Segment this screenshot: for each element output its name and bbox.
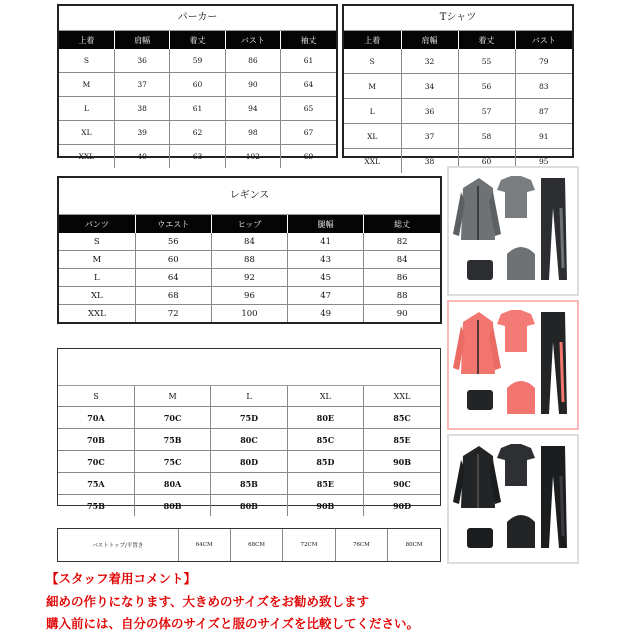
tshirt-header-cell: 着丈 <box>458 31 515 49</box>
tshirt-cell: 56 <box>458 74 515 99</box>
underbust-cell: 76CM <box>335 529 387 561</box>
product-photo-gray <box>447 166 579 296</box>
leggings-size-table <box>57 176 442 324</box>
bra-cell: 75D <box>211 407 287 429</box>
tshirt-row <box>344 99 572 124</box>
tshirt-cell: 32 <box>401 49 458 74</box>
tshirt-cell: 57 <box>458 99 515 124</box>
bra-cell: 75C <box>134 451 210 473</box>
shorts-gray <box>467 260 493 280</box>
bra-cell: 90D <box>392 500 412 511</box>
parker-cell: 90 <box>225 73 280 97</box>
tshirt-cell: 79 <box>515 49 572 74</box>
bra-cell: 85D <box>287 451 363 473</box>
leggings-gray <box>541 178 567 280</box>
bra-header-cell: XXL <box>364 386 440 407</box>
comment-line-1: 細めの作りになります、大きめのサイズをお勧め致します <box>46 594 370 609</box>
tshirt-cell: L <box>344 99 401 124</box>
tshirt-cell: XXL <box>344 149 401 174</box>
parker-cell: L <box>59 97 114 121</box>
leggings-header-cell: ウエスト <box>135 215 211 233</box>
parker-cell: 62 <box>170 121 225 145</box>
parker-row <box>59 145 336 169</box>
leggings-coral <box>541 312 567 414</box>
leggings-table <box>59 215 440 322</box>
parker-cell: 86 <box>225 49 280 73</box>
underbust-cell: 80CM <box>405 542 423 548</box>
tshirt-cell: 91 <box>515 124 572 149</box>
leggings-cell: 82 <box>364 233 440 251</box>
bra-cell: 70B <box>58 429 134 451</box>
leggings-cell: 41 <box>288 233 364 251</box>
leggings-cell: 64 <box>135 269 211 287</box>
tshirt-row <box>344 124 572 149</box>
tshirt-table <box>344 31 572 173</box>
tshirt-title: Tシャツ <box>344 6 572 31</box>
bra-black <box>507 515 535 548</box>
leggings-row <box>59 251 440 269</box>
tshirt-header-cell: バスト <box>515 31 572 49</box>
tshirt-cell: M <box>344 74 401 99</box>
bra-cell: 80C <box>211 429 287 451</box>
leggings-cell: XL <box>59 287 135 305</box>
parker-cell: 38 <box>114 97 169 121</box>
parker-cell: XXL <box>59 145 114 169</box>
leggings-cell: XXL <box>59 305 135 323</box>
tshirt-cell: 83 <box>515 74 572 99</box>
parker-cell: M <box>59 73 114 97</box>
parker-cell: 98 <box>225 121 280 145</box>
hoodie-black <box>453 446 501 508</box>
bra-header-cell: XL <box>287 386 363 407</box>
bra-cell: 85B <box>211 473 287 495</box>
parker-header-cell: 袖丈 <box>281 31 336 49</box>
bra-title-blank <box>58 349 440 386</box>
tshirt-black <box>497 444 535 486</box>
leggings-row <box>59 287 440 305</box>
leggings-cell: 68 <box>135 287 211 305</box>
parker-cell: S <box>59 49 114 73</box>
tshirt-cell: 60 <box>458 149 515 174</box>
bra-cell: 85E <box>287 473 363 495</box>
tshirt-coral <box>497 310 535 352</box>
product-photo-coral <box>447 300 579 430</box>
leggings-cell: 100 <box>211 305 287 323</box>
leggings-cell: 84 <box>364 251 440 269</box>
parker-row <box>59 49 336 73</box>
tshirt-cell: 34 <box>401 74 458 99</box>
leggings-cell: 84 <box>211 233 287 251</box>
bra-cell: 80E <box>287 407 363 429</box>
parker-cell: 61 <box>170 97 225 121</box>
leggings-cell: 49 <box>288 305 364 323</box>
leggings-header-cell: パンツ <box>59 215 135 233</box>
leggings-row <box>59 233 440 251</box>
parker-cell: 59 <box>170 49 225 73</box>
parker-cell: 102 <box>225 145 280 169</box>
comment-heading: 【スタッフ着用コメント】 <box>46 571 197 586</box>
bra-cell: 85E <box>364 429 440 451</box>
leggings-header-cell: ヒップ <box>211 215 287 233</box>
bra-cell: 75A <box>58 473 134 495</box>
leggings-cell: 96 <box>211 287 287 305</box>
bra-coral <box>507 381 535 414</box>
leggings-cell: 56 <box>135 233 211 251</box>
parker-cell: 60 <box>170 73 225 97</box>
parker-row <box>59 121 336 145</box>
bra-header-cell: S <box>58 386 134 407</box>
leggings-cell: M <box>59 251 135 269</box>
leggings-cell: 47 <box>288 287 364 305</box>
parker-row <box>59 73 336 97</box>
bra-cell: 90C <box>364 473 440 495</box>
tshirt-cell: 38 <box>401 149 458 174</box>
leggings-cell: S <box>59 233 135 251</box>
tshirt-cell: XL <box>344 124 401 149</box>
bra-row <box>58 473 440 495</box>
underbust-row <box>58 529 440 561</box>
bra-cell: 80D <box>211 451 287 473</box>
leggings-cell: 45 <box>288 269 364 287</box>
bra-cell: 80B <box>211 495 287 517</box>
bra-row <box>58 451 440 473</box>
leggings-cell: 43 <box>288 251 364 269</box>
tshirt-cell: 55 <box>458 49 515 74</box>
underbust-cell: 72CM <box>283 529 335 561</box>
bra-cell: 70C <box>58 451 134 473</box>
bra-size-table <box>57 348 441 511</box>
bra-header-cell: L <box>211 386 287 407</box>
gray-set-illustration <box>449 168 577 294</box>
bra-cell: 75B <box>58 495 134 517</box>
black-set-illustration <box>449 436 577 562</box>
tshirt-header-cell: 上着 <box>344 31 401 49</box>
parker-size-table <box>57 4 338 161</box>
leggings-header-cell: 腿幅 <box>288 215 364 233</box>
parker-header-cell: 上着 <box>59 31 114 49</box>
bra-row <box>58 407 440 429</box>
hoodie-gray <box>453 178 501 240</box>
bra-cell: 85C <box>364 407 440 429</box>
coral-set-illustration <box>449 302 577 428</box>
leggings-cell: 92 <box>211 269 287 287</box>
leggings-cell: 86 <box>364 269 440 287</box>
parker-cell: XL <box>59 121 114 145</box>
tshirt-row <box>344 74 572 99</box>
bra-cell: 75B <box>134 429 210 451</box>
parker-cell: 65 <box>281 97 336 121</box>
leggings-cell: 72 <box>135 305 211 323</box>
leggings-header-cell: 総丈 <box>364 215 440 233</box>
underbust-cell: 68CM <box>230 529 282 561</box>
tshirt-size-table <box>342 4 574 166</box>
leggings-cell: 60 <box>135 251 211 269</box>
bra-cell: 85C <box>287 429 363 451</box>
parker-cell: 64 <box>281 73 336 97</box>
leggings-row <box>59 305 440 323</box>
leggings-row <box>59 269 440 287</box>
parker-header-cell: 着丈 <box>170 31 225 49</box>
parker-cell: 63 <box>170 145 225 169</box>
parker-header-cell: 肩幅 <box>114 31 169 49</box>
parker-cell: 37 <box>114 73 169 97</box>
leggings-cell: 90 <box>396 308 408 319</box>
leggings-black <box>541 446 567 548</box>
bra-header-row <box>58 386 440 407</box>
parker-cell: 40 <box>114 145 169 169</box>
underbust-label: バストトップ/平置き <box>58 529 178 561</box>
shorts-black <box>467 528 493 548</box>
bra-cell: 80A <box>134 473 210 495</box>
bra-header-cell: M <box>134 386 210 407</box>
parker-row <box>59 97 336 121</box>
bra-cell: 90B <box>364 451 440 473</box>
hoodie-coral <box>453 312 501 374</box>
parker-header-cell: バスト <box>225 31 280 49</box>
bra-table <box>58 386 440 516</box>
tshirt-gray <box>497 176 535 218</box>
parker-cell: 67 <box>281 121 336 145</box>
leggings-cell: 88 <box>211 251 287 269</box>
parker-cell: 61 <box>281 49 336 73</box>
tshirt-cell: 87 <box>515 99 572 124</box>
parker-cell: 36 <box>114 49 169 73</box>
bra-gray <box>507 247 535 280</box>
parker-title: パーカー <box>59 6 336 31</box>
bra-cell: 80B <box>134 495 210 517</box>
leggings-cell: 88 <box>364 287 440 305</box>
product-photo-black <box>447 434 579 564</box>
comment-line-2: 購入前には、自分の体のサイズと服のサイズを比較してください。 <box>46 616 420 631</box>
tshirt-header-cell: 肩幅 <box>401 31 458 49</box>
tshirt-cell: 58 <box>458 124 515 149</box>
leggings-cell: L <box>59 269 135 287</box>
tshirt-row <box>344 49 572 74</box>
bra-cell: 70A <box>58 407 134 429</box>
parker-table <box>59 31 336 168</box>
shorts-coral <box>467 390 493 410</box>
parker-cell: 39 <box>114 121 169 145</box>
bra-row <box>58 429 440 451</box>
bra-cell: 90B <box>287 495 363 517</box>
tshirt-cell: 95 <box>538 156 549 166</box>
tshirt-cell: 37 <box>401 124 458 149</box>
tshirt-cell: 36 <box>401 99 458 124</box>
tshirt-cell: S <box>344 49 401 74</box>
underbust-table <box>57 528 441 562</box>
parker-cell: 69 <box>303 152 314 161</box>
parker-cell: 94 <box>225 97 280 121</box>
leggings-title: レギンス <box>59 178 440 215</box>
bra-cell: 70C <box>134 407 210 429</box>
bra-row <box>58 495 440 517</box>
underbust-cell: 64CM <box>178 529 230 561</box>
